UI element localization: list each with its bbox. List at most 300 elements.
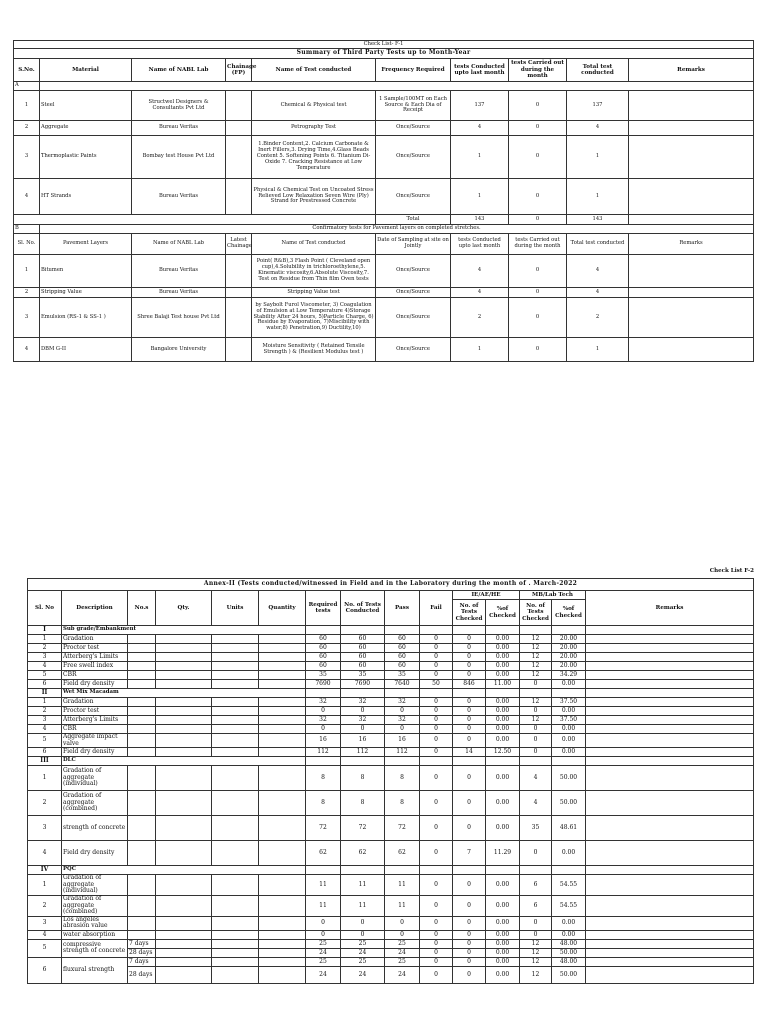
row-description: Free swell index [62, 662, 128, 671]
value-cell: 0 [453, 698, 486, 707]
value-cell: 0.00 [486, 635, 520, 644]
value-cell: 35 [520, 816, 552, 841]
section-row [28, 757, 754, 766]
row-number: 2 [28, 791, 62, 816]
table-cell: Bureau Veritas [132, 179, 226, 215]
table-cell: 3 [14, 136, 40, 179]
age-label: 7 days [128, 939, 156, 948]
value-cell: 11 [341, 895, 385, 916]
value-cell: 0.00 [486, 644, 520, 653]
table-cell: Emulsion (RS-1 & SS-1 ) [40, 298, 132, 338]
row-number: 6 [28, 957, 62, 983]
table-cell [629, 298, 754, 338]
row-number: 5 [28, 734, 62, 748]
value-cell: 0 [385, 725, 420, 734]
table-row [14, 179, 754, 215]
row-description: Los angeles abrasion value [62, 916, 128, 930]
table-cell [226, 91, 252, 121]
table-cell [629, 121, 754, 136]
row-description: Gradation of aggregate (individual) [62, 875, 128, 896]
value-cell: 0.00 [552, 916, 586, 930]
table-cell: DBM G-II [40, 338, 132, 362]
value-cell: 7640 [385, 680, 420, 689]
value-cell: 50.00 [552, 948, 586, 957]
value-cell: 12 [520, 939, 552, 948]
row-description: Gradation of aggregate (combined) [62, 895, 128, 916]
row-description: water absorption [62, 930, 128, 939]
value-cell: 0 [306, 930, 341, 939]
value-cell: 60 [385, 635, 420, 644]
value-cell: 0.00 [486, 766, 520, 791]
value-cell: 8 [306, 766, 341, 791]
value-cell: 32 [385, 698, 420, 707]
value-cell: 0.00 [552, 930, 586, 939]
value-cell: 0 [341, 916, 385, 930]
row-number: 4 [28, 725, 62, 734]
value-cell: 12 [520, 698, 552, 707]
table-row [14, 91, 754, 121]
row-description: Field dry density [62, 748, 128, 757]
table-row [28, 939, 754, 948]
row-number: 2 [28, 895, 62, 916]
value-cell: 0 [453, 662, 486, 671]
table-cell: 137 [567, 91, 629, 121]
table-cell: 1 [567, 136, 629, 179]
value-cell: 112 [306, 748, 341, 757]
value-cell: 35 [306, 671, 341, 680]
value-cell: 50.00 [552, 966, 586, 983]
value-cell: 0 [520, 707, 552, 716]
value-cell: 62 [306, 841, 341, 866]
header-cell: Sl. No [28, 591, 62, 626]
value-cell: 60 [385, 653, 420, 662]
value-cell: 25 [385, 939, 420, 948]
row-number: 4 [28, 841, 62, 866]
value-cell: 4 [520, 791, 552, 816]
table-cell: 0 [509, 298, 567, 338]
value-cell: 0 [453, 635, 486, 644]
value-cell: 25 [341, 957, 385, 966]
annex-tests-table [27, 578, 754, 984]
value-cell: 0 [420, 939, 453, 948]
row-description: Gradation [62, 635, 128, 644]
value-cell: 0 [453, 957, 486, 966]
table-row [14, 121, 754, 136]
header-row-b [14, 234, 754, 255]
value-cell: 0 [306, 707, 341, 716]
value-cell: 0 [453, 791, 486, 816]
age-label: 28 days [128, 948, 156, 957]
value-cell: 54.55 [552, 875, 586, 896]
value-cell: 0 [520, 680, 552, 689]
value-cell: 20.00 [552, 635, 586, 644]
row-description: Atterberg's Limits [62, 653, 128, 662]
row-number: 3 [28, 916, 62, 930]
header-cell: Chainage (FP) [226, 59, 252, 82]
value-cell: 0 [453, 766, 486, 791]
section-number: II [28, 689, 62, 698]
table-cell: 4 [451, 121, 509, 136]
header-cell: Required tests [306, 591, 341, 626]
value-cell: 0 [453, 939, 486, 948]
header-cell: Fail [420, 591, 453, 626]
value-cell: 25 [385, 957, 420, 966]
value-cell: 0 [420, 707, 453, 716]
value-cell: 12 [520, 966, 552, 983]
table-row [14, 136, 754, 179]
value-cell: 0.00 [486, 653, 520, 662]
table-row [28, 680, 754, 689]
value-cell: 0 [520, 930, 552, 939]
header-cell: %of Checked [486, 600, 520, 626]
header-cell: tests Conducted upto last month [451, 234, 509, 255]
table-cell: Moisture Sensitivity ( Retained Tensile Strength ) & (Resilient Modulus test ) [252, 338, 376, 362]
value-cell: 72 [341, 816, 385, 841]
value-cell: 0 [306, 725, 341, 734]
header-cell: Sl. No. [14, 234, 40, 255]
table-cell: 1 Sample/100MT on Each Source & Each Dia of Receipt [376, 91, 451, 121]
value-cell: 11 [306, 895, 341, 916]
header-cell: Pavement Layers [40, 234, 132, 255]
value-cell: 0.00 [486, 948, 520, 957]
value-cell: 60 [306, 653, 341, 662]
table-row [28, 653, 754, 662]
section-number: III [28, 757, 62, 766]
value-cell: 0 [385, 930, 420, 939]
table-row [28, 698, 754, 707]
table-row [14, 255, 754, 288]
value-cell: 0 [453, 671, 486, 680]
value-cell: 8 [306, 791, 341, 816]
value-cell: 0.00 [486, 716, 520, 725]
header-cell: No. of Tests Conducted [341, 591, 385, 626]
value-cell: 0 [385, 707, 420, 716]
table-cell [629, 91, 754, 121]
table-cell: 4 [14, 338, 40, 362]
table-cell [629, 255, 754, 288]
table-cell: Aggregate [40, 121, 132, 136]
value-cell: 8 [341, 766, 385, 791]
table-cell: Physical & Chemical Test on Uncoated Stress Relieved Low Relaxation Seven Wire (Ply) Strand for Prestressed Concrete [252, 179, 376, 215]
table-row [28, 875, 754, 896]
row-number: 4 [28, 662, 62, 671]
value-cell: 0 [420, 716, 453, 725]
value-cell: 0 [385, 916, 420, 930]
value-cell: 25 [306, 939, 341, 948]
table-cell: Stripping Value test [252, 288, 376, 298]
table-cell: by Saybolt Furol Viscometer, 3) Coagulation of Emulsion at Low Temperature 4)Storage Stability After 24 hours, 5)Particle Charge, 6) Residue by Evaporation, 7)Miscibility with water,8) Penetration,9) Ductility,10) [252, 298, 376, 338]
value-cell: 24 [341, 948, 385, 957]
value-cell: 37.50 [552, 698, 586, 707]
value-cell: 0 [420, 653, 453, 662]
header-cell: Name of NABL Lab [132, 59, 226, 82]
header-cell: Remarks [629, 234, 754, 255]
value-cell: 0 [453, 707, 486, 716]
value-cell: 0 [420, 635, 453, 644]
age-label: 7 days [128, 957, 156, 966]
value-cell: 0 [453, 966, 486, 983]
row-number: 3 [28, 716, 62, 725]
value-cell: 48.00 [552, 957, 586, 966]
header-cell: Name of NABL Lab [132, 234, 226, 255]
value-cell: 112 [341, 748, 385, 757]
total-row-a [14, 215, 754, 225]
value-cell: 60 [341, 644, 385, 653]
value-cell: 0 [420, 957, 453, 966]
table-cell: 4 [14, 179, 40, 215]
value-cell: 0 [520, 748, 552, 757]
value-cell: 20.00 [552, 662, 586, 671]
header-cell: Quantity [259, 591, 306, 626]
total-cell: Total [376, 215, 451, 225]
table-cell: Stripping Value [40, 288, 132, 298]
value-cell: 0.00 [486, 930, 520, 939]
header-cell: Total test conducted [567, 234, 629, 255]
table-cell [226, 136, 252, 179]
header-cell: Latest Chainage [226, 234, 252, 255]
table-row [28, 662, 754, 671]
value-cell: 50.00 [552, 791, 586, 816]
table-cell: 0 [509, 255, 567, 288]
table-cell: Structwel Designers & Consultants Pvt Ltd [132, 91, 226, 121]
header-row [28, 591, 754, 600]
table-cell: HT Strands [40, 179, 132, 215]
table-cell [226, 121, 252, 136]
table-cell: Thermoplastic Paints [40, 136, 132, 179]
table-cell: Bureau Veritas [132, 288, 226, 298]
section-row [28, 626, 754, 635]
value-cell: 0 [306, 916, 341, 930]
value-cell: 16 [385, 734, 420, 748]
value-cell: 11.29 [486, 841, 520, 866]
section-a-label: A [14, 82, 40, 91]
header-row-a [14, 59, 754, 82]
table-cell: 0 [509, 121, 567, 136]
header-cell: tests Conducted upto last month [451, 59, 509, 82]
header-cell: Date of Sampling at site on Jointly [376, 234, 451, 255]
row-description: compressive strength of concrete [62, 939, 128, 957]
table-cell: Petrography Test [252, 121, 376, 136]
value-cell: 0 [341, 930, 385, 939]
value-cell: 112 [385, 748, 420, 757]
group-ie-header: IE/AE/HE [453, 591, 520, 600]
value-cell: 11 [385, 875, 420, 896]
value-cell: 12 [520, 662, 552, 671]
row-description: Atterberg's Limits [62, 716, 128, 725]
row-number: 2 [28, 644, 62, 653]
value-cell: 12 [520, 653, 552, 662]
table-cell: 2 [567, 298, 629, 338]
value-cell: 54.55 [552, 895, 586, 916]
value-cell: 60 [306, 635, 341, 644]
value-cell: 32 [385, 716, 420, 725]
row-number: 5 [28, 939, 62, 957]
header-cell: Name of Test conducted [252, 59, 376, 82]
row-number: 3 [28, 816, 62, 841]
total-cell: 0 [509, 215, 567, 225]
value-cell: 0 [420, 698, 453, 707]
value-cell: 0 [420, 841, 453, 866]
row-description: CBR [62, 725, 128, 734]
table-cell: Point( R&B),3 Flash Point ( Cleveland open cup),4.Solubility in trichloroethylene,5. Kinematic viscosity,6.Absolute Viscosity,7. Test on Residue from Thin film Oven tests [252, 255, 376, 288]
value-cell: 62 [385, 841, 420, 866]
value-cell: 0 [420, 748, 453, 757]
row-number: 1 [28, 875, 62, 896]
section-number: IV [28, 866, 62, 875]
table-row [28, 841, 754, 866]
table-cell [226, 179, 252, 215]
value-cell: 0 [420, 725, 453, 734]
table-row [28, 948, 754, 957]
value-cell: 0 [453, 816, 486, 841]
table-cell: Bombay test House Pvt Ltd [132, 136, 226, 179]
table-row [28, 707, 754, 716]
table-cell [629, 179, 754, 215]
value-cell: 20.00 [552, 653, 586, 662]
age-label: 28 days [128, 966, 156, 983]
value-cell: 32 [306, 716, 341, 725]
value-cell: 0.00 [486, 791, 520, 816]
table-cell [629, 338, 754, 362]
value-cell: 0 [420, 734, 453, 748]
checklist-label: Check List- F-1 [14, 41, 754, 49]
value-cell: 7690 [306, 680, 341, 689]
table-cell: Shree Balaji Test house Pvt Ltd [132, 298, 226, 338]
table-cell: Bitumen [40, 255, 132, 288]
header-cell: tests Carried out during the month [509, 59, 567, 82]
table-cell [629, 288, 754, 298]
value-cell: 7 [453, 841, 486, 866]
row-number: 1 [28, 698, 62, 707]
value-cell: 0 [453, 930, 486, 939]
value-cell: 0 [453, 725, 486, 734]
value-cell: 0.00 [486, 707, 520, 716]
header-cell: Material [40, 59, 132, 82]
value-cell: 0.00 [486, 957, 520, 966]
table-cell [226, 255, 252, 288]
table-cell: Once/Source [376, 298, 451, 338]
checklist-f2-label: Check List F-2 [709, 568, 754, 574]
table-row [28, 766, 754, 791]
value-cell: 0.00 [486, 916, 520, 930]
table-row [28, 957, 754, 966]
value-cell: 12 [520, 671, 552, 680]
value-cell: 0 [453, 716, 486, 725]
table-row [28, 671, 754, 680]
value-cell: 0.00 [486, 966, 520, 983]
table-cell: Once/Source [376, 255, 451, 288]
value-cell: 7690 [341, 680, 385, 689]
header-cell: tests Carried out during the month [509, 234, 567, 255]
value-cell: 0.00 [486, 698, 520, 707]
row-number: 4 [28, 930, 62, 939]
table-cell: 0 [509, 338, 567, 362]
table-row [28, 966, 754, 983]
row-number: 2 [28, 707, 62, 716]
table-row [28, 916, 754, 930]
value-cell: 0 [453, 916, 486, 930]
row-description: strength of concrete [62, 816, 128, 841]
value-cell: 60 [385, 662, 420, 671]
value-cell: 6 [520, 895, 552, 916]
value-cell: 14 [453, 748, 486, 757]
row-description: Gradation [62, 698, 128, 707]
table-cell: 4 [451, 255, 509, 288]
value-cell: 0.00 [486, 939, 520, 948]
table-cell: 4 [567, 121, 629, 136]
value-cell: 8 [341, 791, 385, 816]
value-cell: 0 [453, 644, 486, 653]
value-cell: 0.00 [552, 707, 586, 716]
table-cell [226, 298, 252, 338]
table-row [28, 635, 754, 644]
table-row [14, 298, 754, 338]
header-cell: Qty. [156, 591, 212, 626]
table-cell: Once/Source [376, 179, 451, 215]
header-cell: Total test conducted [567, 59, 629, 82]
header-cell: Description [62, 591, 128, 626]
table-row [28, 734, 754, 748]
section-row [28, 689, 754, 698]
table-cell: 1 [14, 255, 40, 288]
value-cell: 60 [306, 644, 341, 653]
table-cell: 3 [14, 298, 40, 338]
value-cell: 24 [385, 948, 420, 957]
table-cell: Steel [40, 91, 132, 121]
value-cell: 32 [306, 698, 341, 707]
value-cell: 0 [453, 895, 486, 916]
table-row [28, 644, 754, 653]
table-row [28, 716, 754, 725]
value-cell: 0 [453, 653, 486, 662]
value-cell: 12 [520, 635, 552, 644]
section-name: Wet Mix Macadam [62, 689, 306, 698]
value-cell: 32 [341, 698, 385, 707]
row-description: Proctor test [62, 644, 128, 653]
table-row [28, 791, 754, 816]
value-cell: 25 [341, 939, 385, 948]
value-cell: 0 [520, 725, 552, 734]
header-cell: %of Checked [552, 600, 586, 626]
value-cell: 48.00 [552, 939, 586, 948]
value-cell: 72 [306, 816, 341, 841]
value-cell: 48.61 [552, 816, 586, 841]
header-cell: Remarks [586, 591, 754, 626]
total-cell: 143 [567, 215, 629, 225]
value-cell: 0 [420, 895, 453, 916]
row-description: Gradation of aggregate (individual) [62, 766, 128, 791]
third-party-summary-table [13, 40, 754, 362]
table-cell: 1.Binder Content,2. Calcium Carbonate & Inert Fillers,3. Drying Time,4.Glass Beads Content 5. Softening Points 6. Titanium Di-Oxide 7. Cracking Resistance at Low Temperature [252, 136, 376, 179]
header-cell: Frequency Required [376, 59, 451, 82]
row-description: Aggregate impact valve [62, 734, 128, 748]
value-cell: 12 [520, 716, 552, 725]
value-cell: 0 [341, 707, 385, 716]
value-cell: 37.50 [552, 716, 586, 725]
value-cell: 0.00 [486, 734, 520, 748]
table-cell: Once/Source [376, 136, 451, 179]
section-number: I [28, 626, 62, 635]
value-cell: 0.00 [486, 816, 520, 841]
header-cell: No. of Tests Checked [520, 600, 552, 626]
table-cell [629, 136, 754, 179]
table-row [14, 338, 754, 362]
group-mb-header: MB/Lab Tech [520, 591, 586, 600]
row-description: CBR [62, 671, 128, 680]
header-cell: S.No. [14, 59, 40, 82]
value-cell: 12.50 [486, 748, 520, 757]
table-cell: 1 [451, 338, 509, 362]
